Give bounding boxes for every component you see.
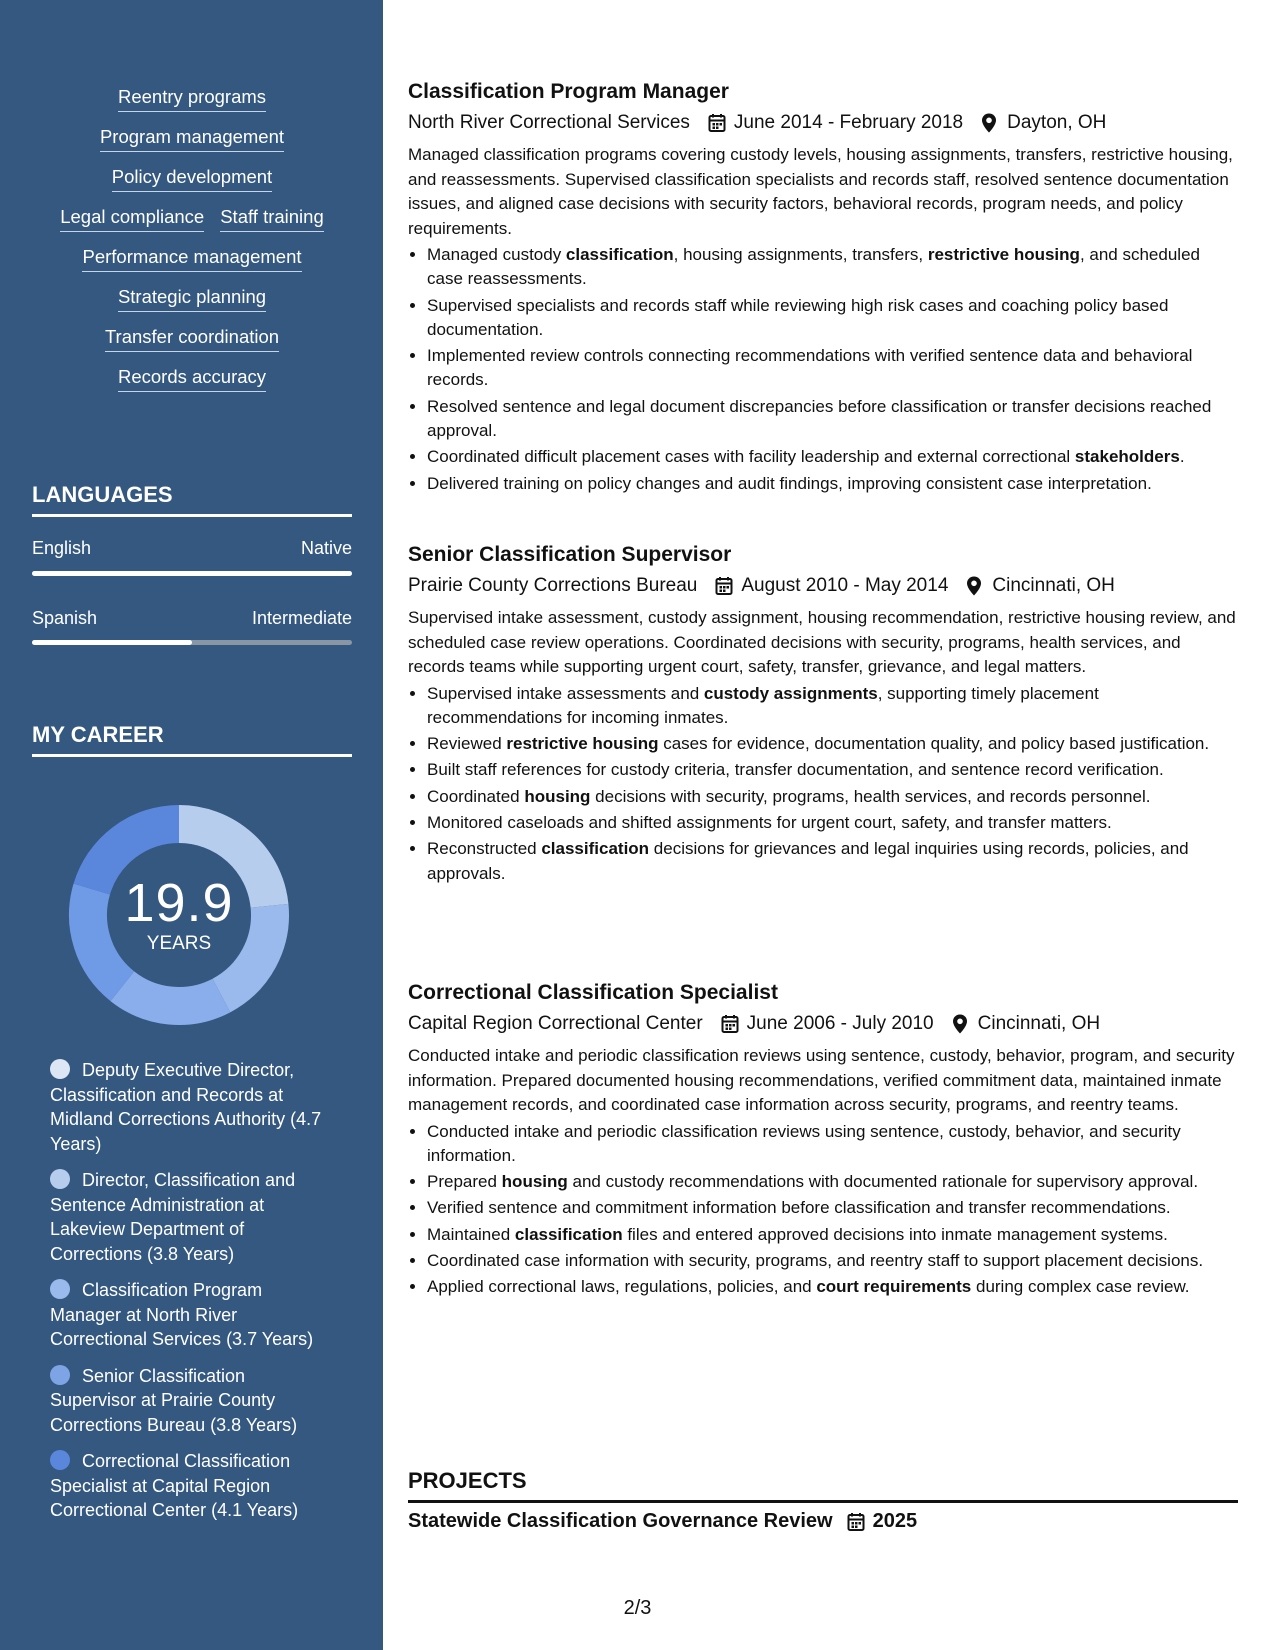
skill-item: Transfer coordination bbox=[105, 326, 279, 352]
calendar-icon bbox=[715, 576, 733, 596]
job-entry bbox=[408, 541, 1238, 888]
job-dates: August 2010 - May 2014 bbox=[741, 575, 949, 596]
career-dot-icon bbox=[50, 1365, 70, 1385]
bullet-keyword: restrictive housing bbox=[506, 734, 659, 754]
career-item bbox=[50, 1278, 335, 1352]
bullet-keyword: classification bbox=[565, 245, 674, 264]
job-title: Classification Program Manager bbox=[408, 80, 729, 103]
bullet-text: Supervised intake assessments and bbox=[427, 683, 704, 703]
bullet-text: , housing assignments, transfers, bbox=[673, 245, 928, 264]
job-bullet bbox=[427, 758, 1238, 782]
job-company: Prairie County Corrections Bureau bbox=[408, 575, 698, 596]
career-heading: MY CAREER bbox=[32, 722, 352, 757]
job-bullet bbox=[427, 1249, 1238, 1273]
calendar-icon bbox=[847, 1512, 865, 1532]
career-item-text: Deputy Executive Director, Classification and Records at Midland Corrections Authority (4.7 Years) bbox=[50, 1060, 322, 1154]
bullet-text: Supervised specialists and records staff while reviewing high risk cases and coaching policy based documentation. bbox=[427, 295, 1169, 339]
bullet-text: , and scheduled case reassessments. bbox=[427, 245, 1200, 289]
bullet-keyword: housing bbox=[501, 1172, 568, 1192]
job-dates: June 2006 - July 2010 bbox=[746, 1013, 934, 1034]
job-bullet bbox=[427, 811, 1238, 835]
job-meta bbox=[408, 572, 1238, 600]
calendar-icon bbox=[708, 113, 726, 133]
sidebar bbox=[0, 0, 383, 1650]
bullet-text: files and entered approved decisions into inmate management systems. bbox=[622, 1224, 1168, 1244]
job-location: Dayton, OH bbox=[1007, 112, 1107, 133]
bullet-keyword: classification bbox=[541, 839, 650, 859]
language-name: English bbox=[32, 538, 92, 558]
bullet-text: Verified sentence and commitment information before classification and transfer recommendations. bbox=[427, 1198, 1171, 1218]
language-name: Spanish bbox=[32, 608, 98, 628]
job-title: Correctional Classification Specialist bbox=[408, 981, 778, 1004]
career-years-label: YEARS bbox=[146, 933, 212, 954]
donut-segment bbox=[122, 986, 221, 1006]
location-pin-icon bbox=[966, 576, 982, 596]
skill-item: Policy development bbox=[112, 166, 272, 192]
career-dot-icon bbox=[50, 1450, 70, 1470]
bullet-text: Reconstructed bbox=[427, 839, 542, 859]
bullet-keyword: stakeholders bbox=[1074, 447, 1180, 467]
bullet-keyword: restrictive housing bbox=[927, 245, 1080, 264]
bullet-text: Resolved sentence and legal document discrepancies before classification or transfer decisions reached approval. bbox=[427, 396, 1212, 441]
skills-list bbox=[32, 86, 352, 406]
bullet-text: Coordinated case information with security, programs, and reentry staff to support placement decisions. bbox=[427, 1250, 1204, 1270]
job-bullet bbox=[427, 445, 1238, 469]
job-bullet bbox=[427, 1120, 1238, 1169]
bullet-text: Coordinated bbox=[427, 786, 525, 806]
language-level: Native bbox=[300, 538, 352, 558]
bullet-text: Maintained bbox=[427, 1224, 515, 1244]
language-bar-fill bbox=[32, 640, 192, 645]
skill-item: Staff training bbox=[220, 206, 324, 232]
bullet-text: Monitored caseloads and shifted assignments for urgent court, safety, and transfer matters. bbox=[427, 812, 1112, 832]
job-bullet bbox=[427, 395, 1238, 444]
bullet-text: Implemented review controls connecting recommendations with verified sentence data and behavioral records. bbox=[427, 346, 1193, 390]
skill-item: Performance management bbox=[82, 246, 301, 272]
job-description: Managed classification programs covering custody levels, housing assignments, transfers, restrictive housing, and reassessments. Supervised classification specialists and records staff, resolved sentence documentation issues, and aligned case decisions with security factors, behavioral records, program needs, and policy requirements. bbox=[408, 145, 1233, 238]
bullet-text: and custody recommendations with documented rationale for supervisory approval. bbox=[567, 1172, 1199, 1192]
career-item bbox=[50, 1058, 335, 1156]
skill-item: Records accuracy bbox=[118, 366, 266, 392]
language-bar-english bbox=[32, 571, 352, 576]
job-bullet bbox=[427, 344, 1238, 393]
bullet-text: Delivered training on policy changes and audit findings, improving consistent case interpretation. bbox=[427, 473, 1152, 493]
career-donut-chart bbox=[64, 800, 294, 1030]
job-company: North River Correctional Services bbox=[408, 112, 690, 133]
career-dot-icon bbox=[50, 1169, 70, 1189]
job-bullets bbox=[408, 1120, 1238, 1300]
bullet-text: decisions with security, programs, health services, and records personnel. bbox=[590, 786, 1151, 806]
language-row-spanish bbox=[32, 608, 352, 629]
career-dot-icon bbox=[50, 1059, 70, 1079]
job-bullet bbox=[427, 1170, 1238, 1194]
career-item-text: Senior Classification Supervisor at Prairie County Corrections Bureau (3.8 Years) bbox=[50, 1365, 298, 1435]
bullet-text: , supporting timely placement recommendations for incoming inmates. bbox=[427, 683, 1099, 727]
job-meta bbox=[408, 109, 1238, 137]
bullet-text: Prepared bbox=[427, 1172, 502, 1192]
skill-item: Strategic planning bbox=[118, 286, 266, 312]
job-title: Senior Classification Supervisor bbox=[408, 543, 732, 566]
bullet-text: Built staff references for custody criteria, transfer documentation, and sentence record verification. bbox=[427, 760, 1164, 780]
job-dates: June 2014 - February 2018 bbox=[733, 112, 964, 133]
job-location: Cincinnati, OH bbox=[992, 575, 1115, 596]
languages-heading: LANGUAGES bbox=[32, 482, 352, 517]
bullet-text: Reviewed bbox=[427, 734, 507, 754]
job-bullet bbox=[427, 243, 1238, 292]
career-item-text: Director, Classification and Sentence Administration at Lakeview Department of Corrections (3.8 Years) bbox=[50, 1170, 296, 1264]
location-pin-icon bbox=[981, 113, 997, 133]
job-bullet bbox=[427, 1196, 1238, 1220]
career-dot-icon bbox=[50, 1279, 70, 1299]
career-item-text: Correctional Classification Specialist at Capital Region Correctional Center (4.1 Years) bbox=[50, 1451, 299, 1520]
job-bullet bbox=[427, 785, 1238, 809]
career-total-years: 19.9 bbox=[124, 873, 234, 933]
job-bullet bbox=[427, 294, 1238, 343]
career-item bbox=[50, 1168, 335, 1266]
bullet-text: . bbox=[1179, 447, 1185, 467]
project-title: Statewide Classification Governance Review bbox=[408, 1510, 833, 1532]
job-entry bbox=[408, 979, 1238, 1302]
location-pin-icon bbox=[952, 1014, 968, 1034]
job-bullet bbox=[427, 732, 1238, 756]
bullet-text: during complex case review. bbox=[971, 1277, 1190, 1297]
bullet-text: cases for evidence, documentation quality, and policy based justification. bbox=[658, 734, 1210, 754]
job-bullet bbox=[427, 837, 1238, 886]
bullet-text: Applied correctional laws, regulations, policies, and bbox=[427, 1277, 817, 1297]
career-item-text: Classification Program Manager at North River Correctional Services (3.7 Years) bbox=[50, 1280, 314, 1349]
page-number: 2/3 bbox=[623, 1597, 652, 1619]
job-bullet bbox=[427, 1223, 1238, 1247]
language-bar-fill bbox=[32, 571, 352, 576]
project-year: 2025 bbox=[872, 1510, 918, 1532]
bullet-keyword: custody assignments bbox=[703, 683, 878, 703]
language-bar-spanish bbox=[32, 640, 352, 645]
project-item bbox=[408, 1510, 917, 1533]
skill-item: Reentry programs bbox=[118, 86, 266, 112]
bullet-text: decisions for grievances and legal inquiries using records, policies, and approvals. bbox=[427, 839, 1189, 883]
main-content bbox=[383, 0, 1275, 1650]
language-level: Intermediate bbox=[251, 608, 352, 628]
job-description: Supervised intake assessment, custody assignment, housing recommendation, restrictive housing review, and scheduled case review operations. Coordinated decisions with security, programs, health services, and records teams while supporting urgent court, safety, transfer, grievance, and legal matters. bbox=[408, 608, 1236, 676]
job-bullet bbox=[427, 1275, 1238, 1299]
job-bullet bbox=[427, 472, 1238, 496]
job-bullets bbox=[408, 243, 1238, 496]
language-row-english bbox=[32, 538, 352, 559]
career-item bbox=[50, 1449, 335, 1523]
calendar-icon bbox=[721, 1014, 739, 1034]
job-location: Cincinnati, OH bbox=[977, 1013, 1101, 1034]
bullet-keyword: housing bbox=[524, 786, 591, 806]
bullet-text: Conducted intake and periodic classification reviews using sentence, custody, behavior, and security information. bbox=[427, 1121, 1181, 1165]
job-bullets bbox=[408, 682, 1238, 886]
job-meta bbox=[408, 1010, 1238, 1038]
job-company: Capital Region Correctional Center bbox=[408, 1013, 703, 1034]
career-list bbox=[50, 1058, 335, 1535]
skill-item: Legal compliance bbox=[60, 206, 204, 232]
projects-heading: PROJECTS bbox=[408, 1468, 1238, 1503]
skill-item: Program management bbox=[100, 126, 284, 152]
bullet-keyword: court requirements bbox=[816, 1277, 972, 1297]
job-entry bbox=[408, 78, 1238, 498]
career-item bbox=[50, 1364, 335, 1438]
job-description: Conducted intake and periodic classification reviews using sentence, custody, behavior, program, and security information. Prepared documented housing recommendations, verified commitment data, maintained inmate management records, and coordinated case information across security, programs, and reentry teams. bbox=[408, 1046, 1235, 1114]
bullet-text: Coordinated difficult placement cases with facility leadership and external correctional bbox=[427, 447, 1075, 467]
bullet-text: Managed custody bbox=[427, 245, 566, 264]
bullet-keyword: classification bbox=[514, 1224, 623, 1244]
job-bullet bbox=[427, 682, 1238, 731]
